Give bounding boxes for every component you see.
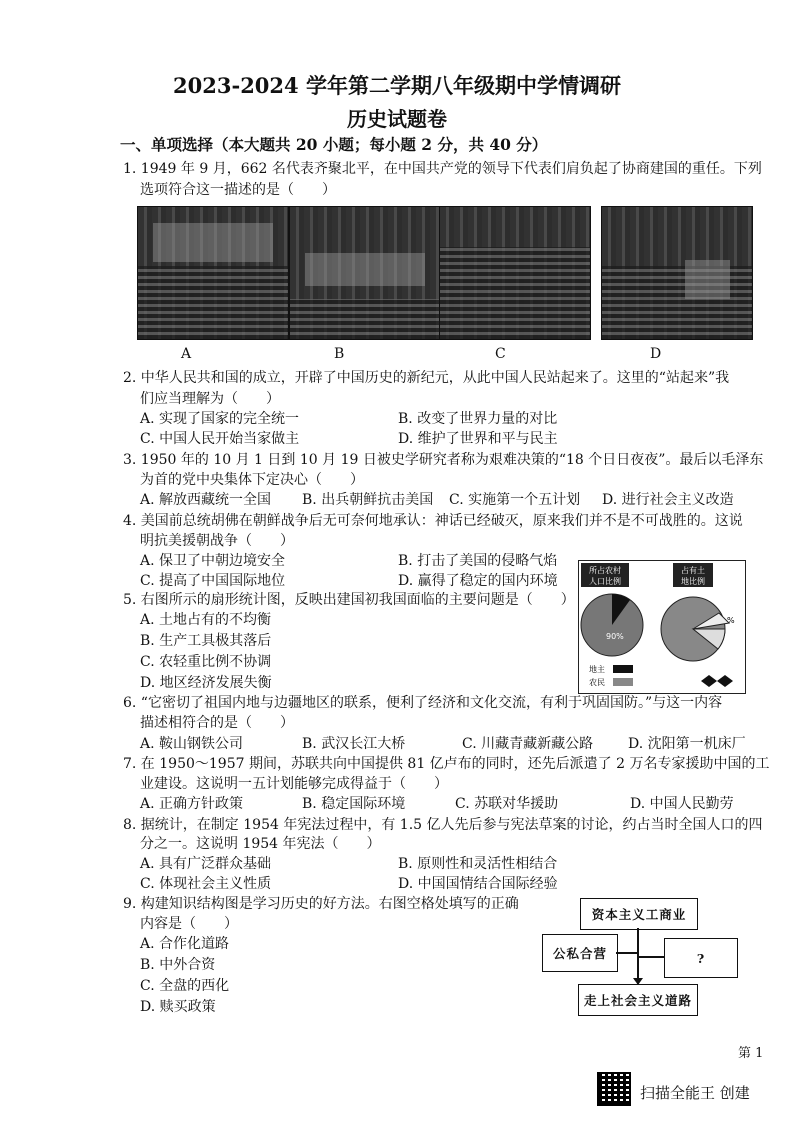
q7-stem-line1: 7. 在 1950～1957 期间，苏联共向中国提供 81 亿卢布的同时，还先后派遣了 2 万名专家援助中国的工 [123,756,770,772]
diagram-arrowhead-icon [633,978,643,985]
q3-stem-line2: 为首的党中央集体下定决心（ ） [140,472,364,488]
q6-option-a: A. 鞍山钢铁公司 [140,736,244,752]
q8-stem-line1: 8. 据统计，在制定 1954 年宪法过程中，有 1.5 亿人先后参与宪法草案的讨论，约占当时全国人口的四 [123,817,763,833]
q2-stem-line1: 2. 中华人民共和国的成立，开辟了中国历史的新纪元，从此中国人民站起来了。这里的“站起来”我 [123,370,730,386]
diagram-box-top: 资本主义工商业 [580,898,698,930]
photo-label-b: B [334,346,345,362]
q5-option-d: D. 地区经济发展失衡 [140,675,272,691]
q5-stem: 5. 右图所示的扇形统计图，反映出建国初我国面临的主要问题是（ ） [123,592,575,608]
q3-option-c: C. 实施第一个五计划 [449,492,581,508]
section-heading: 一、单项选择（本大题共 20 小题；每小题 2 分，共 40 分） [120,135,548,154]
q8-option-b: B. 原则性和灵活性相结合 [398,856,558,872]
q7-option-a: A. 正确方针政策 [140,796,244,812]
scanner-watermark: 扫描全能王 创建 [640,1084,750,1102]
q2-option-c: C. 中国人民开始当家做主 [140,431,300,447]
q3-option-b: B. 出兵朝鲜抗击美国 [302,492,434,508]
q3-option-a: A. 解放西藏统一全国 [140,492,272,508]
q4-option-c: C. 提高了中国国际地位 [140,573,286,589]
q8-option-c: C. 体现社会主义性质 [140,876,272,892]
right-title-1: 占有土 [681,566,705,575]
q6-option-b: B. 武汉长江大桥 [302,736,406,752]
q6-stem-line2: 描述相符合的是（ ） [140,715,294,731]
q5-option-a: A. 土地占有的不均衡 [140,612,272,628]
q7-option-b: B. 稳定国际环境 [302,796,406,812]
q4-option-b: B. 打击了美国的侵略气焰 [398,553,558,569]
q1-stem-line2: 选项符合这一描述的是（ ） [140,182,336,198]
legend-landlord-label: 地主 [589,665,605,674]
exam-title: 2023-2024 学年第二学期八年级期中学情调研 [173,73,621,98]
exam-subtitle: 历史试题卷 [347,107,447,131]
q8-stem-line2: 分之一。这说明 1954 年宪法（ ） [140,836,381,852]
photo-a [137,206,289,340]
pie-charts [579,561,745,693]
q5-option-b: B. 生产工具极其落后 [140,633,272,649]
pie-chart-panel [578,560,746,694]
photo-label-d: D [650,346,662,362]
q9-option-a: A. 合作化道路 [140,936,230,952]
legend-landlord-swatch [613,665,633,673]
q5-option-c: C. 农轻重比例不协调 [140,654,272,670]
q9-option-c: C. 全盘的西化 [140,978,230,994]
q9-option-b: B. 中外合资 [140,957,216,973]
q6-stem-line1: 6. “它密切了祖国内地与边疆地区的联系，便利了经济和文化交流，有利于巩固国防。”与这一内容 [123,695,723,711]
photo-c [439,206,591,340]
q4-option-d: D. 赢得了稳定的国内环境 [398,573,558,589]
decorative-diamonds [701,675,733,687]
q2-option-d: D. 维护了世界和平与民主 [398,431,558,447]
diagram-box-bottom: 走上社会主义道路 [578,984,698,1016]
q7-option-d: D. 中国人民勤劳 [630,796,734,812]
q6-option-d: D. 沈阳第一机床厂 [628,736,746,752]
q9-option-d: D. 赎买政策 [140,999,216,1015]
diagram-connector-right [637,956,664,958]
diagram-box-right: ? [664,938,738,978]
q4-option-a: A. 保卫了中朝边境安全 [140,553,286,569]
photo-d [601,206,753,340]
q8-option-a: A. 具有广泛群众基础 [140,856,272,872]
q1-stem-line1: 1. 1949 年 9 月，662 名代表齐聚北平，在中国共产党的领导下代表们肩负起了协商建国的重任。下列 [123,161,762,177]
left-title-2: 人口比例 [589,577,621,586]
photo-label-a: A [181,346,192,362]
q9-stem-line2: 内容是（ ） [140,916,238,932]
page-number: 第 1 [738,1046,764,1061]
right-pie-value: % [727,616,735,625]
q2-option-a: A. 实现了国家的完全统一 [140,411,300,427]
q4-stem-line1: 4. 美国前总统胡佛在朝鲜战争后无可奈何地承认：神话已经破灭，原来我们并不是不可战胜的。这说 [123,513,743,529]
photo-b [289,206,441,340]
diagram-connector-left [616,952,637,954]
left-pie-value: 90% [606,632,624,641]
q3-option-d: D. 进行社会主义改造 [602,492,734,508]
qr-code-icon [597,1072,631,1106]
q9-stem-line1: 9. 构建知识结构图是学习历史的好方法。右图空格处填写的正确 [123,896,519,912]
legend-farmer-label: 农民 [589,678,605,687]
photo-label-c: C [495,346,506,362]
q8-option-d: D. 中国国情结合国际经验 [398,876,558,892]
q7-stem-line2: 业建设。这说明一五计划能够完成得益于（ ） [140,776,448,792]
right-title-2: 地比例 [681,577,705,586]
q7-option-c: C. 苏联对华援助 [455,796,559,812]
q6-option-c: C. 川藏青藏新藏公路 [462,736,594,752]
q2-stem-line2: 们应当理解为（ ） [140,391,280,407]
left-title-1: 所占农村 [589,566,621,575]
legend-farmer-swatch [613,678,633,686]
q2-option-b: B. 改变了世界力量的对比 [398,411,558,427]
q3-stem-line1: 3. 1950 年的 10 月 1 日到 10 月 19 日被史学研究者称为艰难决策的“18 个日日夜夜”。最后以毛泽东 [123,452,764,468]
diagram-box-left: 公私合营 [542,934,618,972]
q4-stem-line2: 明抗美援朝战争（ ） [140,533,294,549]
